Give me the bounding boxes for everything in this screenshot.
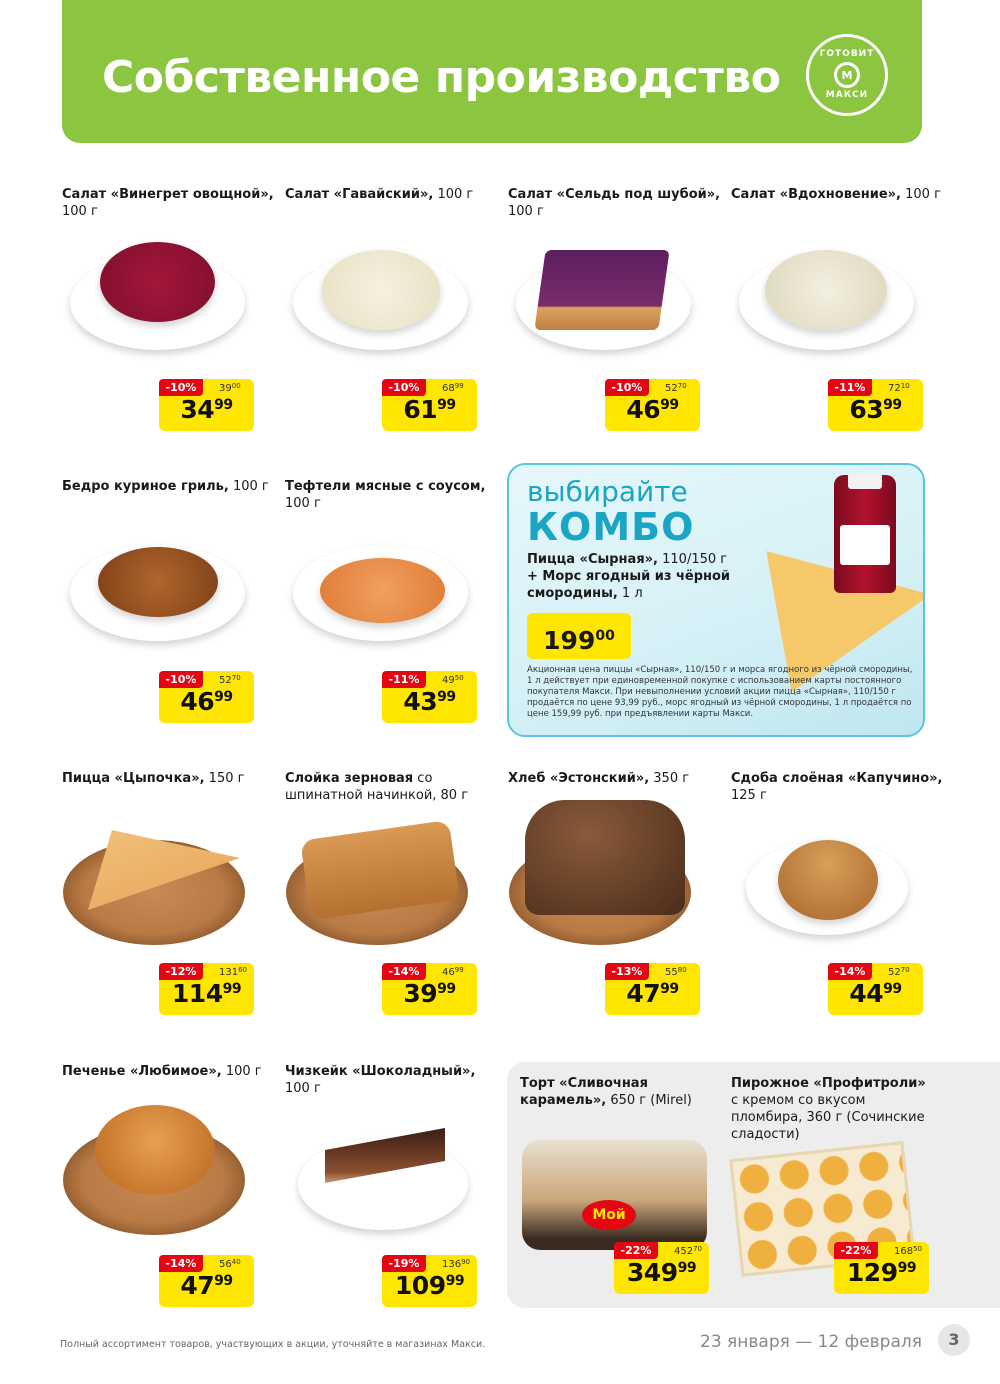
meatballs-icon — [320, 558, 445, 623]
hawaiian-salad-icon — [322, 250, 440, 330]
product-name: Салат «Винегрет овощной», 100 г — [62, 187, 274, 219]
new-price: $109^{99}$ — [394, 1271, 465, 1300]
combo-price: $199^{00}$ — [527, 613, 631, 659]
discount-badge: -10% — [159, 379, 203, 396]
product-card[interactable] — [731, 186, 946, 203]
new-price: $47^{99}$ — [626, 979, 679, 1008]
product-card[interactable] — [731, 770, 946, 804]
new-price: $39^{99}$ — [403, 979, 456, 1008]
promo-dates: 23 января — 12 февраля — [700, 1332, 922, 1352]
old-price: $52^{70}$ — [219, 674, 241, 686]
price-tag — [159, 963, 254, 1015]
new-price: $46^{99}$ — [626, 395, 679, 424]
discount-badge: -19% — [382, 1255, 426, 1272]
old-price: $55^{80}$ — [665, 966, 687, 978]
combo-fine-print: Акционная цена пиццы «Сырная», 110/150 г и морса ягодного из чёрной смородины, 1 л действует при единовременной покупке с использованием карты постоянного покупателя Макси. При невыполнении условий акции пицца «Сырная», 110/150 г продаётся по цене 93,99 руб., морс ягодный из чёрной смородины, 1 л продаётся по цене 159,99 руб. при предъявлении карты Макси. — [527, 665, 913, 719]
new-price: $129^{99}$ — [846, 1258, 917, 1287]
discount-badge: -22% — [614, 1242, 658, 1259]
price-tag — [382, 671, 477, 723]
product-card[interactable] — [731, 1075, 931, 1143]
cake-brand-logo: Мой — [582, 1200, 636, 1230]
discount-badge: -14% — [828, 963, 872, 980]
product-card[interactable] — [520, 1075, 720, 1109]
product-name: Торт «Сливочная карамель», 650 г (Mirel) — [520, 1076, 692, 1108]
discount-badge: -11% — [382, 671, 426, 688]
product-name: Сдоба слоёная «Капучино», 125 г — [731, 771, 943, 803]
page-title: Собственное производство — [102, 52, 781, 103]
price-tag — [828, 379, 923, 431]
new-price: $349^{99}$ — [626, 1258, 697, 1287]
product-card[interactable] — [62, 478, 277, 495]
old-price: $168^{50}$ — [894, 1245, 923, 1257]
old-price: $72^{10}$ — [888, 382, 910, 394]
old-price: $68^{99}$ — [442, 382, 464, 394]
price-tag — [159, 1255, 254, 1307]
old-price: $452^{70}$ — [674, 1245, 703, 1257]
discount-badge: -22% — [834, 1242, 878, 1259]
new-price: $43^{99}$ — [403, 687, 456, 716]
combo-offer[interactable] — [507, 463, 925, 737]
logo-top-text: ГОТОВИТ — [819, 49, 875, 59]
discount-badge: -11% — [828, 379, 872, 396]
price-tag — [382, 379, 477, 431]
bread-loaf-icon — [525, 800, 685, 915]
logo-bottom-text: МАКСИ — [825, 90, 869, 100]
page-header — [62, 0, 922, 143]
vinegret-salad-icon — [100, 242, 215, 322]
discount-badge: -14% — [159, 1255, 203, 1272]
discount-badge: -13% — [605, 963, 649, 980]
old-price: $56^{40}$ — [219, 1258, 241, 1270]
discount-badge: -10% — [382, 379, 426, 396]
old-price: $46^{99}$ — [442, 966, 464, 978]
product-name: Хлеб «Эстонский», 350 г — [508, 771, 690, 786]
product-name: Печенье «Любимое», 100 г — [62, 1064, 262, 1079]
footer-note: Полный ассортимент товаров, участвующих в акции, уточняйте в магазинах Макси. — [60, 1339, 486, 1350]
product-name: Салат «Вдохновение», 100 г — [731, 187, 941, 202]
product-name: Слойка зерновая со шпинатной начинкой, 80 г — [285, 771, 469, 803]
product-name: Салат «Гавайский», 100 г — [285, 187, 474, 202]
logo-mark-icon: М — [834, 62, 860, 88]
product-card[interactable] — [285, 1063, 500, 1097]
discount-badge: -12% — [159, 963, 203, 980]
old-price: $39^{00}$ — [219, 382, 241, 394]
cappuccino-bun-icon — [778, 840, 878, 920]
new-price: $47^{99}$ — [180, 1271, 233, 1300]
new-price: $63^{99}$ — [849, 395, 902, 424]
new-price: $34^{99}$ — [180, 395, 233, 424]
vdohnovenie-salad-icon — [765, 250, 887, 330]
price-tag — [828, 963, 923, 1015]
product-name: Пицца «Цыпочка», 150 г — [62, 771, 245, 786]
product-name: Пирожное «Профитроли» с кремом со вкусом пломбира, 360 г (Сочинские сладости) — [731, 1076, 926, 1142]
discount-badge: -14% — [382, 963, 426, 980]
old-price: $136^{90}$ — [442, 1258, 471, 1270]
product-card[interactable] — [508, 770, 723, 787]
combo-title-line1: выбирайте — [527, 475, 688, 508]
product-name: Бедро куриное гриль, 100 г — [62, 479, 269, 494]
herring-salad-icon — [534, 250, 669, 330]
price-tag — [605, 379, 700, 431]
product-name: Салат «Сельдь под шубой», 100 г — [508, 187, 721, 219]
product-card[interactable] — [285, 770, 500, 804]
old-price: $131^{60}$ — [219, 966, 248, 978]
combo-description: Пицца «Сырная», 110/150 г + Морс ягодный из чёрной смородины, 1 л — [527, 552, 731, 601]
combo-title-line2: КОМБО — [527, 505, 695, 549]
discount-badge: -10% — [605, 379, 649, 396]
product-name: Тефтели мясные с соусом, 100 г — [285, 479, 486, 511]
product-card[interactable] — [62, 1063, 277, 1080]
cookies-icon — [95, 1105, 215, 1195]
page-number: 3 — [938, 1324, 970, 1356]
price-tag — [382, 1255, 477, 1307]
gotovit-maksi-logo — [806, 34, 888, 116]
product-card[interactable] — [508, 186, 723, 220]
chicken-thigh-icon — [98, 547, 218, 617]
mors-bottle-icon — [834, 475, 896, 593]
new-price: $61^{99}$ — [403, 395, 456, 424]
new-price: $46^{99}$ — [180, 687, 233, 716]
old-price: $49^{50}$ — [442, 674, 464, 686]
old-price: $52^{70}$ — [888, 966, 910, 978]
product-card[interactable] — [62, 770, 277, 787]
price-tag — [159, 379, 254, 431]
new-price: $44^{99}$ — [849, 979, 902, 1008]
product-card[interactable] — [285, 186, 500, 203]
price-tag — [605, 963, 700, 1015]
product-card[interactable] — [285, 478, 500, 512]
price-tag — [834, 1242, 929, 1294]
price-tag — [382, 963, 477, 1015]
cake-box-icon — [522, 1140, 707, 1250]
discount-badge: -10% — [159, 671, 203, 688]
new-price: $114^{99}$ — [171, 979, 242, 1008]
product-card[interactable] — [62, 186, 277, 220]
product-name: Чизкейк «Шоколадный», 100 г — [285, 1064, 476, 1096]
price-tag — [614, 1242, 709, 1294]
price-tag — [159, 671, 254, 723]
old-price: $52^{70}$ — [665, 382, 687, 394]
